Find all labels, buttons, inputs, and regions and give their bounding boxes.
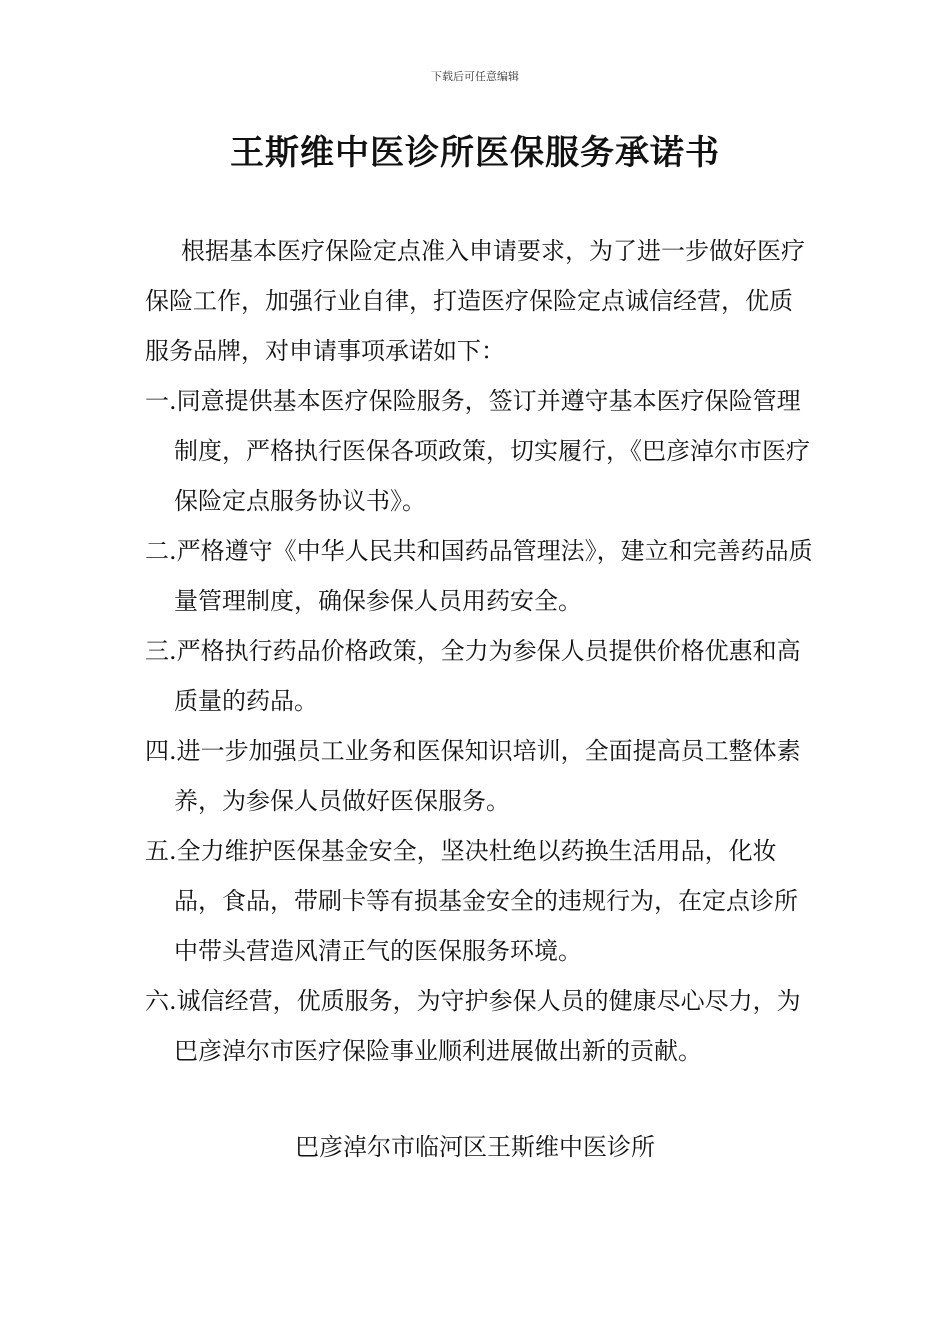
commitment-item-5: 五.全力维护医保基金安全，坚决杜绝以药换生活用品，化妆品，食品，带刷卡等有损基金安全的违规行为，在定点诊所中带头营造风清正气的医保服务环境。 <box>145 837 798 965</box>
commitment-item-6: 六.诚信经营，优质服务，为守护参保人员的健康尽心尽力，为巴彦淖尔市医疗保险事业顺利进展做出新的贡献。 <box>145 987 801 1065</box>
commitment-item-2: 二.严格遵守《中华人民共和国药品管理法》，建立和完善药品质量管理制度，确保参保人员用药安全。 <box>145 537 813 615</box>
commitment-item-4: 四.进一步加强员工业务和医保知识培训，全面提高员工整体素养，为参保人员做好医保服务。 <box>145 737 801 815</box>
header-note: 下载后可任意编辑 <box>431 70 519 83</box>
document-body <box>145 226 815 1076</box>
signature: 巴彦淖尔市临河区王斯维中医诊所 <box>295 1133 655 1161</box>
commitment-item-3: 三.严格执行药品价格政策，全力为参保人员提供价格优惠和高质量的药品。 <box>145 637 801 715</box>
commitment-item-1: 一.同意提供基本医疗保险服务，签订并遵守基本医疗保险管理制度，严格执行医保各项政策，切实履行，《巴彦淖尔市医疗保险定点服务协议书》。 <box>145 387 810 515</box>
document-title: 王斯维中医诊所医保服务承诺书 <box>230 133 720 173</box>
intro-paragraph: 根据基本医疗保险定点准入申请要求，为了进一步做好医疗保险工作，加强行业自律，打造医疗保险定点诚信经营，优质服务品牌，对申请事项承诺如下： <box>145 237 805 365</box>
